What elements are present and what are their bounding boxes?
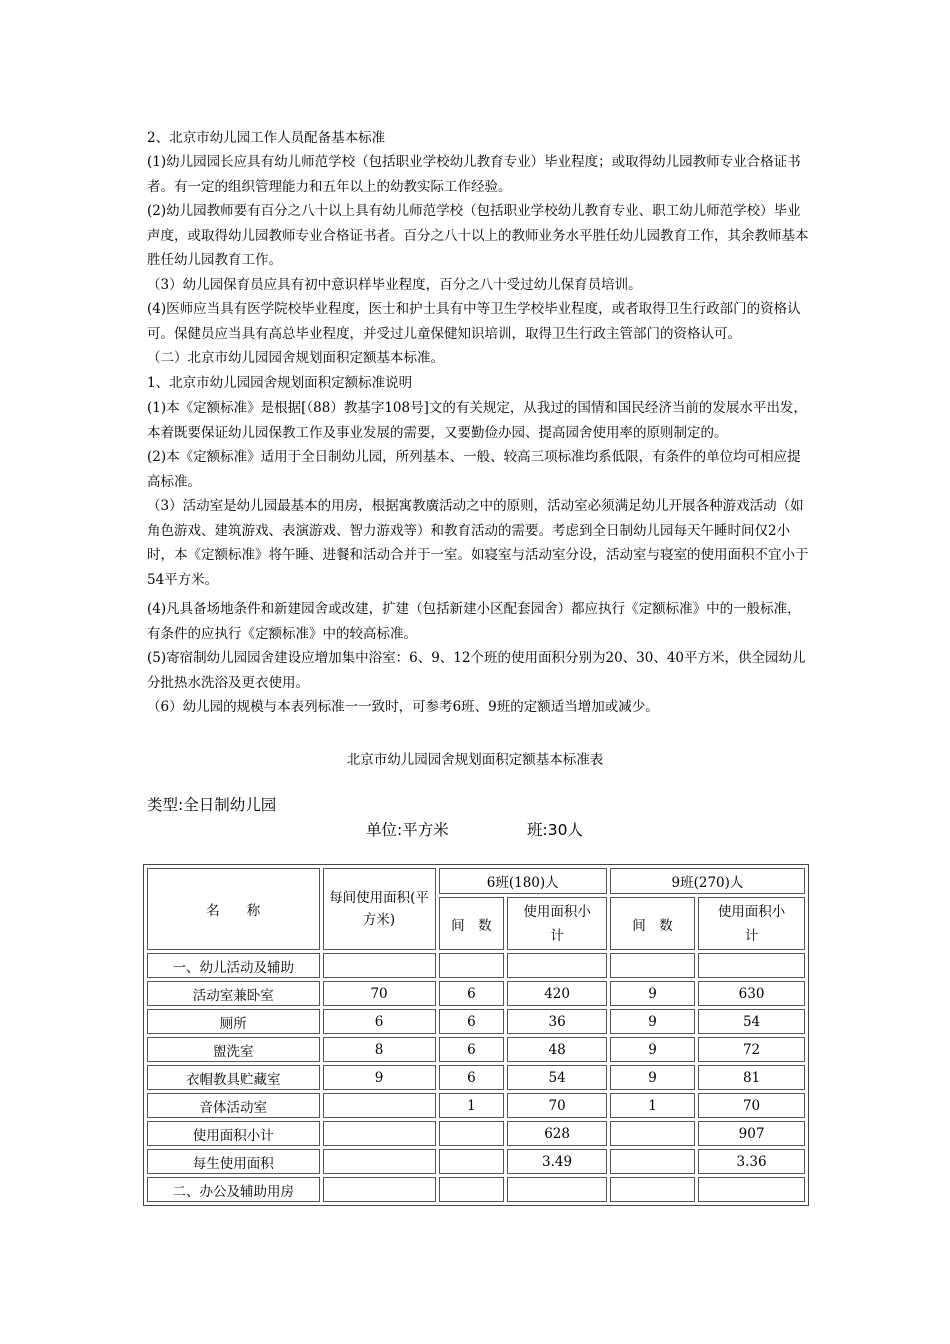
row-area — [323, 1177, 436, 1202]
row-subtotal-6 — [507, 1177, 607, 1202]
row-subtotal-6: 3.49 — [507, 1149, 607, 1174]
table-row — [147, 1093, 805, 1118]
paragraph-director: (1)幼儿园园长应具有幼儿师范学校（包括职业学校幼儿教育专业）毕业程度；或取得幼儿园教师专业合格证书者。有一定的组织管理能力和五年以上的幼教实际工作经验。 — [147, 154, 801, 195]
header-group-9: 9班(270)人 — [610, 868, 805, 894]
row-count-9: 9 — [610, 1037, 695, 1062]
class-label: 班:30人 — [527, 821, 583, 839]
type-label: 类型:全日制幼儿园 — [147, 796, 277, 814]
row-count-6 — [439, 1177, 505, 1202]
paragraph-staff-standard-heading: 2、北京市幼儿园工作人员配备基本标准 — [147, 130, 386, 146]
row-name: 一、幼儿活动及辅助 — [147, 953, 320, 978]
row-count-6: 6 — [439, 981, 505, 1006]
paragraph-note-6: （6）幼儿园的规模与本表列标准一一致时，可参考6班、9班的定额适当增加或减少。 — [147, 699, 659, 715]
paragraph-medical: (4)医师应当具有医学院校毕业程度，医士和护士具有中等卫生学校毕业程度，或者取得卫生行政部门的资格认可。保健员应当具有高总毕业程度，并受过儿童保健知识培训，取得卫生行政主管部门的资格认可。 — [147, 301, 801, 342]
table-row — [147, 1037, 805, 1062]
row-name: 盥洗室 — [147, 1037, 320, 1062]
header-name: 名 称 — [147, 868, 320, 950]
row-subtotal-9: 54 — [698, 1009, 805, 1034]
table-row — [147, 1149, 805, 1174]
row-name: 衣帽教具贮藏室 — [147, 1065, 320, 1090]
row-name: 音体活动室 — [147, 1093, 320, 1118]
row-count-9 — [610, 1149, 695, 1174]
row-count-6 — [439, 1121, 505, 1146]
paragraph-note-1: (1)本《定额标准》是根据[（88）教基字108号]文的有关规定，从我过的国情和国民经济当前的发展水平出发，本着既要保证幼儿园保教工作及事业发展的需要，又要勤俭办园、提高园舍使用率的原则制定的。 — [147, 400, 807, 441]
row-name: 每生使用面积 — [147, 1149, 320, 1174]
row-subtotal-6 — [507, 953, 607, 978]
header-group-6: 6班(180)人 — [439, 868, 607, 894]
row-subtotal-9: 630 — [698, 981, 805, 1006]
row-count-9 — [610, 953, 695, 978]
row-name: 二、办公及辅助用房 — [147, 1177, 320, 1202]
row-count-9: 9 — [610, 1009, 695, 1034]
row-subtotal-9: 72 — [698, 1037, 805, 1062]
row-subtotal-9: 70 — [698, 1093, 805, 1118]
paragraph-note-3: （3）活动室是幼儿园最基本的用房，根据寓教廣活动之中的原则，活动室必须满足幼儿开展各种游戏活动（如角色游戏、建筑游戏、表演游戏、智力游戏等）和教育活动的需要。考虑到全日制幼儿园每天午睡时间仅2小时，本《定额标准》将午睡、进餐和活动合并于一室。如寝室与活动室分设，活动室与寝室的使用面积不宜小于54平方米。 — [147, 498, 809, 588]
row-area: 6 — [323, 1009, 436, 1034]
table-row — [147, 981, 805, 1006]
row-area — [323, 1121, 436, 1146]
row-count-6: 1 — [439, 1093, 505, 1118]
row-subtotal-6: 420 — [507, 981, 607, 1006]
row-subtotal-6: 36 — [507, 1009, 607, 1034]
row-name: 使用面积小计 — [147, 1121, 320, 1146]
row-area — [323, 953, 436, 978]
row-count-9: 9 — [610, 1065, 695, 1090]
paragraph-note-2: (2)本《定额标准》适用于全日制幼儿园，所列基本、一般、较高三项标准均系低限，有条件的单位均可相应提高标准。 — [147, 449, 801, 490]
table-row — [147, 1177, 805, 1202]
row-name: 厕所 — [147, 1009, 320, 1034]
paragraph-section-two: （二）北京市幼儿园园舍规划面积定额基本标准。 — [147, 350, 444, 366]
paragraph-note-5: (5)寄宿制幼儿园园舍建设应增加集中浴室：6、9、12个班的使用面积分别为20、30、40平方米，供全园幼儿分批热水洗浴及更衣使用。 — [147, 650, 806, 691]
row-count-9: 1 — [610, 1093, 695, 1118]
row-area: 70 — [323, 981, 436, 1006]
table-row — [147, 1065, 805, 1090]
table-title: 北京市幼儿园园舍规划面积定额基本标准表 — [346, 752, 604, 768]
row-count-9: 9 — [610, 981, 695, 1006]
header-subtotal-9: 使用面积小计 — [698, 897, 805, 950]
row-name: 活动室兼卧室 — [147, 981, 320, 1006]
row-area: 9 — [323, 1065, 436, 1090]
header-count-6: 间 数 — [439, 897, 505, 950]
header-subtotal-6: 使用面积小计 — [507, 897, 607, 950]
row-subtotal-9: 907 — [698, 1121, 805, 1146]
area-standard-table — [143, 864, 809, 1206]
paragraph-area-heading: 1、北京市幼儿园园舍规划面积定额标准说明 — [147, 375, 413, 391]
row-subtotal-9: 81 — [698, 1065, 805, 1090]
unit-label: 单位:平方米 — [366, 821, 449, 839]
row-subtotal-6: 70 — [507, 1093, 607, 1118]
table-row — [147, 953, 805, 978]
row-count-9 — [610, 1177, 695, 1202]
header-area-per-room: 每间使用面积(平方米) — [323, 868, 436, 950]
table-row — [147, 1121, 805, 1146]
row-subtotal-9 — [698, 953, 805, 978]
header-count-9: 间 数 — [610, 897, 695, 950]
paragraph-caregiver: （3）幼儿园保育员应具有初中意识样毕业程度，百分之八十受过幼儿保育员培训。 — [147, 277, 642, 293]
row-count-6 — [439, 953, 505, 978]
row-subtotal-6: 54 — [507, 1065, 607, 1090]
table-header-row — [147, 868, 805, 894]
row-subtotal-9 — [698, 1177, 805, 1202]
row-count-6: 6 — [439, 1065, 505, 1090]
row-subtotal-9: 3.36 — [698, 1149, 805, 1174]
row-subtotal-6: 628 — [507, 1121, 607, 1146]
table-row — [147, 1009, 805, 1034]
paragraph-teacher: (2)幼儿园教师要有百分之八十以上具有幼儿师范学校（包括职业学校幼儿教育专业、职工幼儿师范学校）毕业声度，或取得幼儿园教师专业合格证书者。百分之八十以上的教师业务水平胜任幼儿园教育工作，其余教师基本胜任幼儿园教育工作。 — [147, 203, 809, 268]
row-count-9 — [610, 1121, 695, 1146]
row-subtotal-6: 48 — [507, 1037, 607, 1062]
row-count-6: 6 — [439, 1009, 505, 1034]
row-count-6: 6 — [439, 1037, 505, 1062]
row-area — [323, 1149, 436, 1174]
paragraph-note-4: (4)凡具备场地条件和新建园舍或改建，扩建（包括新建小区配套园舍）都应执行《定额标准》中的一般标准，有条件的应执行《定额标准》中的较高标准。 — [147, 601, 801, 642]
row-area: 8 — [323, 1037, 436, 1062]
row-count-6 — [439, 1149, 505, 1174]
row-area — [323, 1093, 436, 1118]
